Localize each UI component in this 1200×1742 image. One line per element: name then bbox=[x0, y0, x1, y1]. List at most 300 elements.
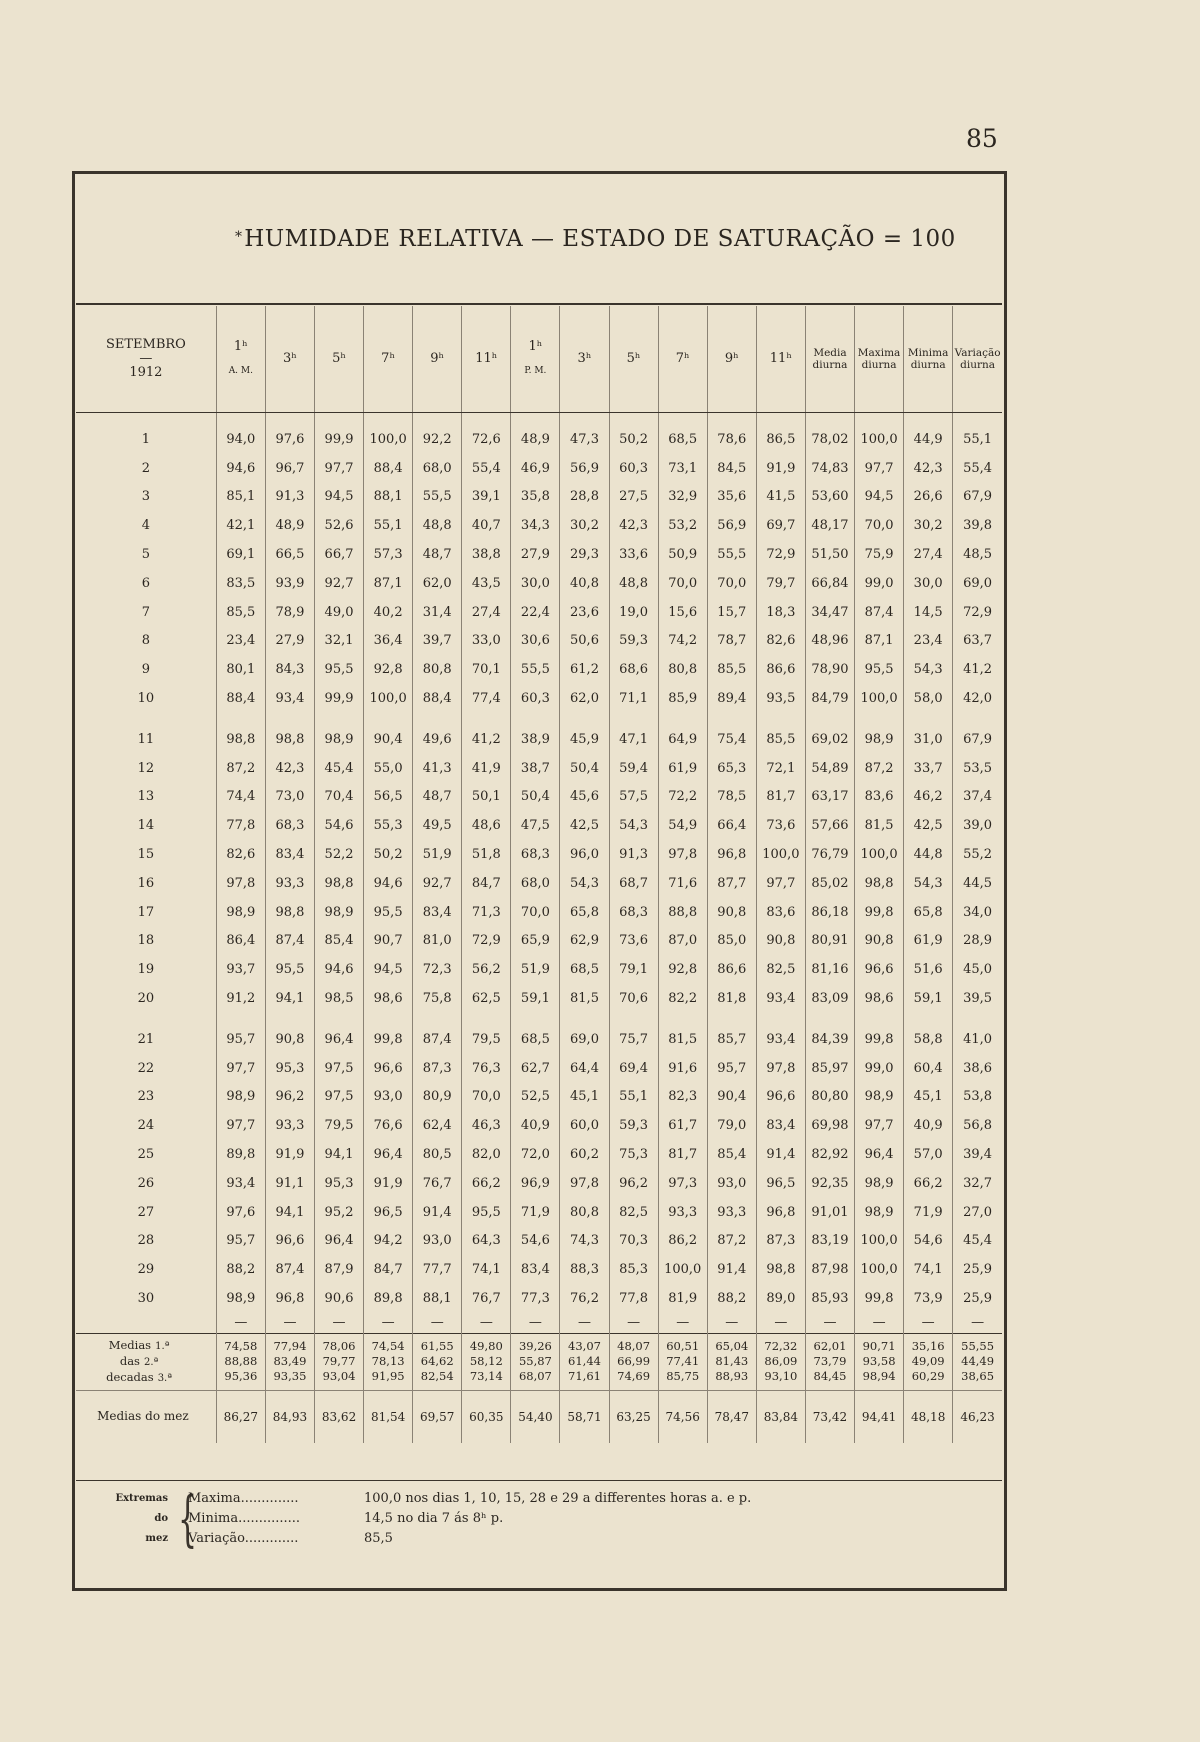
table-row bbox=[76, 927, 1002, 956]
data-cell: 28,8 bbox=[560, 483, 609, 512]
data-cell: 40,9 bbox=[904, 1111, 953, 1140]
data-cell: 39,5 bbox=[953, 984, 1002, 1013]
data-cell: 73,9 bbox=[904, 1284, 953, 1313]
data-cell: 74,1 bbox=[904, 1255, 953, 1284]
table-row bbox=[76, 869, 1002, 898]
data-cell: 78,6 bbox=[707, 425, 756, 454]
data-cell: 54,6 bbox=[511, 1227, 560, 1256]
dash-cell: — bbox=[707, 1313, 756, 1334]
decada-value: 83,49 bbox=[273, 1354, 307, 1369]
spacer-cell bbox=[756, 413, 805, 426]
data-cell: 82,5 bbox=[609, 1198, 658, 1227]
data-cell: 88,8 bbox=[658, 898, 707, 927]
data-cell: 33,0 bbox=[462, 627, 511, 656]
day-number: 20 bbox=[137, 991, 155, 1007]
decadas-cell bbox=[265, 1333, 314, 1390]
header-month: SETEMBRO bbox=[105, 337, 186, 352]
data-cell: 84,39 bbox=[805, 1025, 854, 1054]
data-cell: 78,5 bbox=[707, 783, 756, 812]
data-cell: 27,4 bbox=[462, 598, 511, 627]
data-cell: 69,02 bbox=[805, 725, 854, 754]
column-hour: 3ʰ bbox=[282, 351, 297, 366]
decada-value: 88,93 bbox=[715, 1369, 749, 1384]
data-cell: 98,9 bbox=[855, 1083, 904, 1112]
extremas-value: 100,0 nos dias 1, 10, 15, 28 e 29 a differentes horas a. e p. bbox=[364, 1491, 752, 1506]
column-header bbox=[314, 306, 363, 413]
page-title bbox=[0, 226, 1200, 252]
data-cell: 22,4 bbox=[511, 598, 560, 627]
data-cell: 96,9 bbox=[511, 1169, 560, 1198]
data-cell: 52,2 bbox=[314, 840, 363, 869]
data-cell: 82,92 bbox=[805, 1140, 854, 1169]
column-ampm: P. M. bbox=[524, 366, 547, 376]
data-cell: 40,7 bbox=[462, 511, 511, 540]
table-row bbox=[76, 984, 1002, 1013]
data-cell: 68,5 bbox=[560, 955, 609, 984]
day-number: 23 bbox=[137, 1089, 155, 1105]
data-cell: 97,5 bbox=[314, 1054, 363, 1083]
data-cell: 90,4 bbox=[707, 1083, 756, 1112]
data-cell: 89,0 bbox=[756, 1284, 805, 1313]
data-cell: 83,19 bbox=[805, 1227, 854, 1256]
spacer-cell bbox=[76, 1013, 216, 1025]
data-cell: 70,0 bbox=[707, 569, 756, 598]
data-cell: 97,6 bbox=[265, 425, 314, 454]
data-cell: 79,7 bbox=[756, 569, 805, 598]
decada-value: 73,79 bbox=[813, 1354, 847, 1369]
data-cell: 55,5 bbox=[511, 655, 560, 684]
medias-mez-cell: 73,42 bbox=[805, 1390, 854, 1443]
data-cell: 72,0 bbox=[511, 1140, 560, 1169]
data-cell: 98,8 bbox=[756, 1255, 805, 1284]
medias-mez-cell: 86,27 bbox=[216, 1390, 265, 1443]
column-header bbox=[953, 306, 1002, 413]
decada-value: 35,16 bbox=[911, 1339, 945, 1354]
spacer-cell bbox=[904, 413, 953, 426]
data-cell: 72,3 bbox=[413, 955, 462, 984]
data-cell: 86,6 bbox=[756, 655, 805, 684]
data-cell: 89,8 bbox=[364, 1284, 413, 1313]
data-cell: 50,9 bbox=[658, 540, 707, 569]
data-cell: 38,7 bbox=[511, 754, 560, 783]
data-cell: 92,8 bbox=[658, 955, 707, 984]
day-number: 18 bbox=[137, 933, 155, 949]
spacer-cell bbox=[413, 413, 462, 426]
spacer-cell bbox=[855, 1013, 904, 1025]
dash-cell: — bbox=[265, 1313, 314, 1334]
spacer-cell bbox=[953, 413, 1002, 426]
decada-value: 85,75 bbox=[666, 1369, 700, 1384]
data-cell: 98,5 bbox=[314, 984, 363, 1013]
data-cell: 71,3 bbox=[462, 898, 511, 927]
data-cell: 38,6 bbox=[953, 1054, 1002, 1083]
column-hour: Variação diurna bbox=[954, 347, 1001, 371]
spacer-cell bbox=[658, 1013, 707, 1025]
decada-value: 98,94 bbox=[862, 1369, 896, 1384]
medias-mez-cell: 54,40 bbox=[511, 1390, 560, 1443]
data-cell: 96,8 bbox=[265, 1284, 314, 1313]
data-cell: 91,6 bbox=[658, 1054, 707, 1083]
table-row bbox=[76, 1227, 1002, 1256]
data-cell: 85,4 bbox=[707, 1140, 756, 1169]
table-row bbox=[76, 1083, 1002, 1112]
data-cell: 68,5 bbox=[658, 425, 707, 454]
data-cell: 68,3 bbox=[265, 811, 314, 840]
column-ampm: A. M. bbox=[228, 366, 253, 376]
day-number: 28 bbox=[137, 1233, 155, 1249]
header-month-year bbox=[76, 306, 216, 413]
dash-cell: — bbox=[560, 1313, 609, 1334]
table-row bbox=[76, 898, 1002, 927]
data-cell: 48,5 bbox=[953, 540, 1002, 569]
data-cell: 61,2 bbox=[560, 655, 609, 684]
data-cell: 52,6 bbox=[314, 511, 363, 540]
data-cell: 51,9 bbox=[413, 840, 462, 869]
data-cell: 91,01 bbox=[805, 1198, 854, 1227]
spacer-cell bbox=[560, 1013, 609, 1025]
data-cell: 100,0 bbox=[855, 840, 904, 869]
dash-cell: — bbox=[756, 1313, 805, 1334]
data-cell: 98,9 bbox=[314, 725, 363, 754]
data-cell: 56,2 bbox=[462, 955, 511, 984]
decada-value: 68,07 bbox=[518, 1369, 552, 1384]
medias-mez-label: Medias do mez bbox=[76, 1390, 216, 1443]
column-hour: 9ʰ bbox=[430, 351, 445, 366]
table-row bbox=[76, 1111, 1002, 1140]
column-header bbox=[904, 306, 953, 413]
page-number: 85 bbox=[966, 124, 998, 153]
table-row bbox=[76, 1198, 1002, 1227]
data-cell: 69,4 bbox=[609, 1054, 658, 1083]
data-cell: 68,0 bbox=[511, 869, 560, 898]
data-cell: 46,3 bbox=[462, 1111, 511, 1140]
data-cell: 100,0 bbox=[364, 425, 413, 454]
data-cell: 91,3 bbox=[265, 483, 314, 512]
title-star: * bbox=[235, 229, 243, 245]
medias-mez-cell: 78,47 bbox=[707, 1390, 756, 1443]
data-cell: 79,5 bbox=[462, 1025, 511, 1054]
spacer-cell bbox=[76, 413, 216, 426]
data-cell: 42,5 bbox=[560, 811, 609, 840]
decada-value: 55,87 bbox=[518, 1354, 552, 1369]
data-cell: 66,4 bbox=[707, 811, 756, 840]
data-cell: 85,93 bbox=[805, 1284, 854, 1313]
data-cell: 41,9 bbox=[462, 754, 511, 783]
spacer-cell bbox=[707, 713, 756, 725]
decada-value: 64,62 bbox=[420, 1354, 454, 1369]
extremas-block bbox=[76, 1480, 1002, 1554]
spacer-cell bbox=[805, 713, 854, 725]
data-cell: 75,3 bbox=[609, 1140, 658, 1169]
data-cell: 97,8 bbox=[216, 869, 265, 898]
data-cell: 14,5 bbox=[904, 598, 953, 627]
data-cell: 48,7 bbox=[413, 540, 462, 569]
data-cell: 86,2 bbox=[658, 1227, 707, 1256]
data-cell: 87,3 bbox=[413, 1054, 462, 1083]
decadas-cell bbox=[855, 1333, 904, 1390]
data-cell: 39,0 bbox=[953, 811, 1002, 840]
data-cell: 32,1 bbox=[314, 627, 363, 656]
day-number: 30 bbox=[137, 1291, 155, 1306]
decadas-label-line bbox=[76, 1338, 210, 1354]
data-cell: 54,9 bbox=[658, 811, 707, 840]
data-cell: 69,0 bbox=[953, 569, 1002, 598]
data-cell: 83,4 bbox=[265, 840, 314, 869]
data-cell: 38,9 bbox=[511, 725, 560, 754]
table-row bbox=[76, 684, 1002, 713]
decadas-cell bbox=[462, 1333, 511, 1390]
data-cell: 80,8 bbox=[658, 655, 707, 684]
data-cell: 48,8 bbox=[413, 511, 462, 540]
data-cell: 57,3 bbox=[364, 540, 413, 569]
day-number: 7 bbox=[141, 604, 151, 620]
data-cell: 63,17 bbox=[805, 783, 854, 812]
data-cell: 43,5 bbox=[462, 569, 511, 598]
spacer-cell bbox=[413, 713, 462, 725]
decada-value: 74,69 bbox=[617, 1369, 651, 1384]
medias-mez-cell: 84,93 bbox=[265, 1390, 314, 1443]
data-cell: 58,0 bbox=[904, 684, 953, 713]
data-cell: 86,5 bbox=[756, 425, 805, 454]
column-hour: Minima diurna bbox=[907, 347, 949, 371]
data-cell: 100,0 bbox=[855, 1255, 904, 1284]
dash-cell: — bbox=[216, 1313, 265, 1334]
data-cell: 53,60 bbox=[805, 483, 854, 512]
dash-cell: — bbox=[855, 1313, 904, 1334]
data-cell: 66,84 bbox=[805, 569, 854, 598]
data-cell: 81,5 bbox=[560, 984, 609, 1013]
data-cell: 90,8 bbox=[756, 927, 805, 956]
decada-number: 3.ª bbox=[157, 1372, 172, 1384]
data-cell: 25,9 bbox=[953, 1255, 1002, 1284]
day-number: 11 bbox=[137, 731, 155, 747]
spacer-cell bbox=[216, 713, 265, 725]
data-cell: 97,7 bbox=[756, 869, 805, 898]
spacer-cell bbox=[560, 713, 609, 725]
data-cell: 69,7 bbox=[756, 511, 805, 540]
medias-mez-cell: 83,84 bbox=[756, 1390, 805, 1443]
data-cell: 57,5 bbox=[609, 783, 658, 812]
medias-mez-cell: 83,62 bbox=[314, 1390, 363, 1443]
data-cell: 92,7 bbox=[413, 869, 462, 898]
data-cell: 93,4 bbox=[216, 1169, 265, 1198]
data-cell: 51,8 bbox=[462, 840, 511, 869]
spacer-cell bbox=[658, 413, 707, 426]
decada-value: 91,95 bbox=[371, 1369, 405, 1384]
data-cell: 27,5 bbox=[609, 483, 658, 512]
column-header bbox=[855, 306, 904, 413]
column-hour: 9ʰ bbox=[724, 351, 739, 366]
data-cell: 62,0 bbox=[413, 569, 462, 598]
data-cell: 19,0 bbox=[609, 598, 658, 627]
data-cell: 15,7 bbox=[707, 598, 756, 627]
data-cell: 68,7 bbox=[609, 869, 658, 898]
data-cell: 32,9 bbox=[658, 483, 707, 512]
column-header bbox=[364, 306, 413, 413]
data-cell: 79,0 bbox=[707, 1111, 756, 1140]
data-cell: 72,1 bbox=[756, 754, 805, 783]
data-cell: 93,4 bbox=[756, 984, 805, 1013]
column-hour: 5ʰ bbox=[626, 351, 641, 366]
decada-value: 78,06 bbox=[322, 1339, 356, 1354]
data-cell: 45,1 bbox=[904, 1083, 953, 1112]
column-hour: Maxima diurna bbox=[857, 347, 901, 371]
table-body bbox=[76, 413, 1002, 1443]
data-cell: 76,7 bbox=[462, 1284, 511, 1313]
spacer-cell bbox=[756, 1013, 805, 1025]
column-header bbox=[756, 306, 805, 413]
data-cell: 83,6 bbox=[855, 783, 904, 812]
data-cell: 85,97 bbox=[805, 1054, 854, 1083]
data-cell: 97,8 bbox=[658, 840, 707, 869]
data-cell: 71,9 bbox=[904, 1198, 953, 1227]
decada-value: 43,07 bbox=[568, 1339, 601, 1354]
data-cell: 64,3 bbox=[462, 1227, 511, 1256]
spacer-cell bbox=[707, 1013, 756, 1025]
data-cell: 45,4 bbox=[314, 754, 363, 783]
data-cell: 81,16 bbox=[805, 955, 854, 984]
data-cell: 47,5 bbox=[511, 811, 560, 840]
decadas-cell bbox=[413, 1333, 462, 1390]
data-cell: 84,7 bbox=[462, 869, 511, 898]
day-number: 5 bbox=[141, 547, 151, 563]
data-cell: 45,0 bbox=[953, 955, 1002, 984]
data-cell: 93,5 bbox=[756, 684, 805, 713]
day-number: 19 bbox=[137, 962, 155, 978]
data-cell: 100,0 bbox=[756, 840, 805, 869]
data-cell: 91,9 bbox=[364, 1169, 413, 1198]
data-cell: 75,4 bbox=[707, 725, 756, 754]
data-cell: 95,7 bbox=[216, 1025, 265, 1054]
data-cell: 93,9 bbox=[265, 569, 314, 598]
spacer-cell bbox=[609, 413, 658, 426]
header-year-rule: — bbox=[139, 351, 153, 366]
decada-value: 77,94 bbox=[273, 1339, 307, 1354]
data-cell: 85,02 bbox=[805, 869, 854, 898]
spacer-cell bbox=[314, 713, 363, 725]
data-cell: 96,6 bbox=[855, 955, 904, 984]
spacer-cell bbox=[560, 413, 609, 426]
data-cell: 98,8 bbox=[314, 869, 363, 898]
data-cell: 71,1 bbox=[609, 684, 658, 713]
data-cell: 83,09 bbox=[805, 984, 854, 1013]
data-cell: 51,6 bbox=[904, 955, 953, 984]
table-row bbox=[76, 1255, 1002, 1284]
data-cell: 96,7 bbox=[265, 454, 314, 483]
data-cell: 27,9 bbox=[511, 540, 560, 569]
column-header bbox=[805, 306, 854, 413]
data-cell: 54,3 bbox=[560, 869, 609, 898]
spacer-cell bbox=[511, 713, 560, 725]
data-cell: 65,8 bbox=[560, 898, 609, 927]
data-cell: 74,3 bbox=[560, 1227, 609, 1256]
data-cell: 97,7 bbox=[855, 1111, 904, 1140]
decada-value: 55,55 bbox=[961, 1339, 995, 1354]
data-cell: 71,9 bbox=[511, 1198, 560, 1227]
data-cell: 47,1 bbox=[609, 725, 658, 754]
spacer-cell bbox=[216, 1013, 265, 1025]
data-cell: 58,8 bbox=[904, 1025, 953, 1054]
column-header bbox=[560, 306, 609, 413]
data-cell: 57,66 bbox=[805, 811, 854, 840]
data-cell: 75,8 bbox=[413, 984, 462, 1013]
day-number: 1 bbox=[141, 431, 151, 447]
decada-value: 81,43 bbox=[715, 1354, 749, 1369]
data-cell: 95,5 bbox=[462, 1198, 511, 1227]
data-cell: 39,1 bbox=[462, 483, 511, 512]
data-cell: 94,5 bbox=[855, 483, 904, 512]
medias-mez-cell: 60,35 bbox=[462, 1390, 511, 1443]
data-cell: 100,0 bbox=[855, 1227, 904, 1256]
data-cell: 76,7 bbox=[413, 1169, 462, 1198]
dash-cell: — bbox=[511, 1313, 560, 1334]
day-number: 15 bbox=[137, 847, 155, 863]
data-cell: 99,9 bbox=[314, 425, 363, 454]
medias-mez-cell: 74,56 bbox=[658, 1390, 707, 1443]
data-cell: 37,4 bbox=[953, 783, 1002, 812]
decada-value: 82,54 bbox=[420, 1369, 454, 1384]
day-number: 25 bbox=[137, 1147, 155, 1163]
day-number: 21 bbox=[137, 1031, 155, 1047]
data-cell: 28,9 bbox=[953, 927, 1002, 956]
data-cell: 82,5 bbox=[756, 955, 805, 984]
data-cell: 96,2 bbox=[265, 1083, 314, 1112]
spacer-cell bbox=[364, 413, 413, 426]
data-cell: 50,6 bbox=[560, 627, 609, 656]
data-cell: 97,3 bbox=[658, 1169, 707, 1198]
table-row bbox=[76, 783, 1002, 812]
data-cell: 96,5 bbox=[756, 1169, 805, 1198]
data-cell: 29,3 bbox=[560, 540, 609, 569]
data-cell: 63,7 bbox=[953, 627, 1002, 656]
table-row bbox=[76, 483, 1002, 512]
day-number: 4 bbox=[141, 518, 151, 534]
data-cell: 94,5 bbox=[364, 955, 413, 984]
data-cell: 88,1 bbox=[413, 1284, 462, 1313]
column-hour: 5ʰ bbox=[332, 351, 346, 366]
data-cell: 35,8 bbox=[511, 483, 560, 512]
data-cell: 78,02 bbox=[805, 425, 854, 454]
data-cell: 65,9 bbox=[511, 927, 560, 956]
data-cell: 99,8 bbox=[855, 1284, 904, 1313]
table-row bbox=[76, 627, 1002, 656]
data-cell: 98,9 bbox=[216, 898, 265, 927]
data-cell: 47,3 bbox=[560, 425, 609, 454]
data-cell: 56,9 bbox=[560, 454, 609, 483]
medias-mez-cell: 69,57 bbox=[413, 1390, 462, 1443]
data-cell: 96,5 bbox=[364, 1198, 413, 1227]
dash-cell: — bbox=[314, 1313, 363, 1334]
decada-value: 61,55 bbox=[420, 1339, 454, 1354]
day-number: 12 bbox=[137, 760, 155, 776]
spacer-cell bbox=[511, 1013, 560, 1025]
data-cell: 82,6 bbox=[216, 840, 265, 869]
extremas-value: 14,5 no dia 7 ás 8ʰ p. bbox=[364, 1511, 504, 1526]
data-cell: 74,1 bbox=[462, 1255, 511, 1284]
data-cell: 78,90 bbox=[805, 655, 854, 684]
spacer-cell bbox=[216, 413, 265, 426]
data-cell: 34,47 bbox=[805, 598, 854, 627]
data-cell: 55,1 bbox=[609, 1083, 658, 1112]
data-cell: 68,3 bbox=[511, 840, 560, 869]
data-cell: 72,6 bbox=[462, 425, 511, 454]
data-cell: 83,4 bbox=[511, 1255, 560, 1284]
data-cell: 98,8 bbox=[855, 869, 904, 898]
decadas-cell bbox=[364, 1333, 413, 1390]
data-cell: 87,4 bbox=[265, 927, 314, 956]
decadas-cell bbox=[904, 1333, 953, 1390]
dash-cell: — bbox=[609, 1313, 658, 1334]
